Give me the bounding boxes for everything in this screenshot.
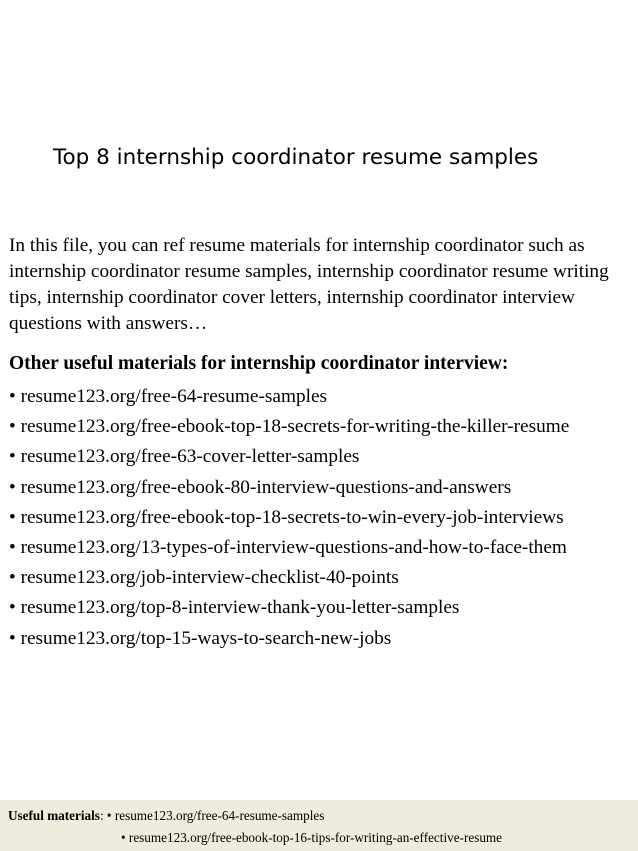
materials-heading: Other useful materials for internship coordinator interview: (9, 353, 509, 374)
footer-row-1 (8, 805, 324, 826)
footer-label: Useful materials (8, 808, 100, 823)
footer-bar (0, 800, 638, 851)
materials-link-text[interactable]: resume123.org/free-ebook-80-interview-questions-and-answers (20, 476, 512, 498)
materials-link-text[interactable]: resume123.org/top-15-ways-to-search-new-jobs (20, 627, 392, 649)
materials-link-item[interactable] (9, 412, 633, 442)
materials-link-text[interactable]: resume123.org/free-63-cover-letter-samples (20, 446, 360, 468)
page-title: Top 8 internship coordinator resume samples (53, 145, 539, 170)
materials-link-item[interactable] (9, 533, 633, 563)
materials-link-text[interactable]: resume123.org/job-interview-checklist-40-points (20, 567, 399, 589)
materials-link-item[interactable] (9, 473, 633, 503)
materials-link-text[interactable]: resume123.org/free-64-resume-samples (20, 386, 328, 407)
materials-link-text[interactable]: resume123.org/top-8-interview-thank-you-letter-samples (20, 597, 460, 619)
footer-link[interactable]: • resume123.org/free-ebook-top-16-tips-for-writing-an-effective-resume (121, 830, 502, 845)
materials-link-item[interactable] (9, 503, 633, 533)
materials-link-text[interactable]: resume123.org/free-ebook-top-18-secrets-to-win-every-job-interviews (20, 506, 564, 528)
materials-link-item[interactable] (9, 624, 633, 654)
materials-link-item[interactable] (9, 442, 633, 472)
footer-row-2 (121, 827, 502, 848)
materials-link-text[interactable]: resume123.org/13-types-of-interview-questions-and-how-to-face-them (20, 536, 567, 558)
footer-label-colon: : (99, 808, 107, 823)
intro-paragraph (9, 233, 633, 337)
materials-link-item[interactable] (9, 593, 633, 623)
materials-link-item[interactable] (9, 563, 633, 593)
materials-link-item[interactable] (9, 382, 633, 412)
footer-link[interactable]: • resume123.org/free-64-resume-samples (107, 808, 325, 823)
materials-link-list (9, 382, 633, 654)
intro-text: In this file, you can ref resume materials for internship coordinator such as internship coordinator resume samples, internship coordinator resume writing tips, internship coordinator cover letters, internship coordinator interview questions with answers… (9, 235, 609, 334)
materials-link-text[interactable]: resume123.org/free-ebook-top-18-secrets-for-writing-the-killer-resume (20, 416, 570, 438)
